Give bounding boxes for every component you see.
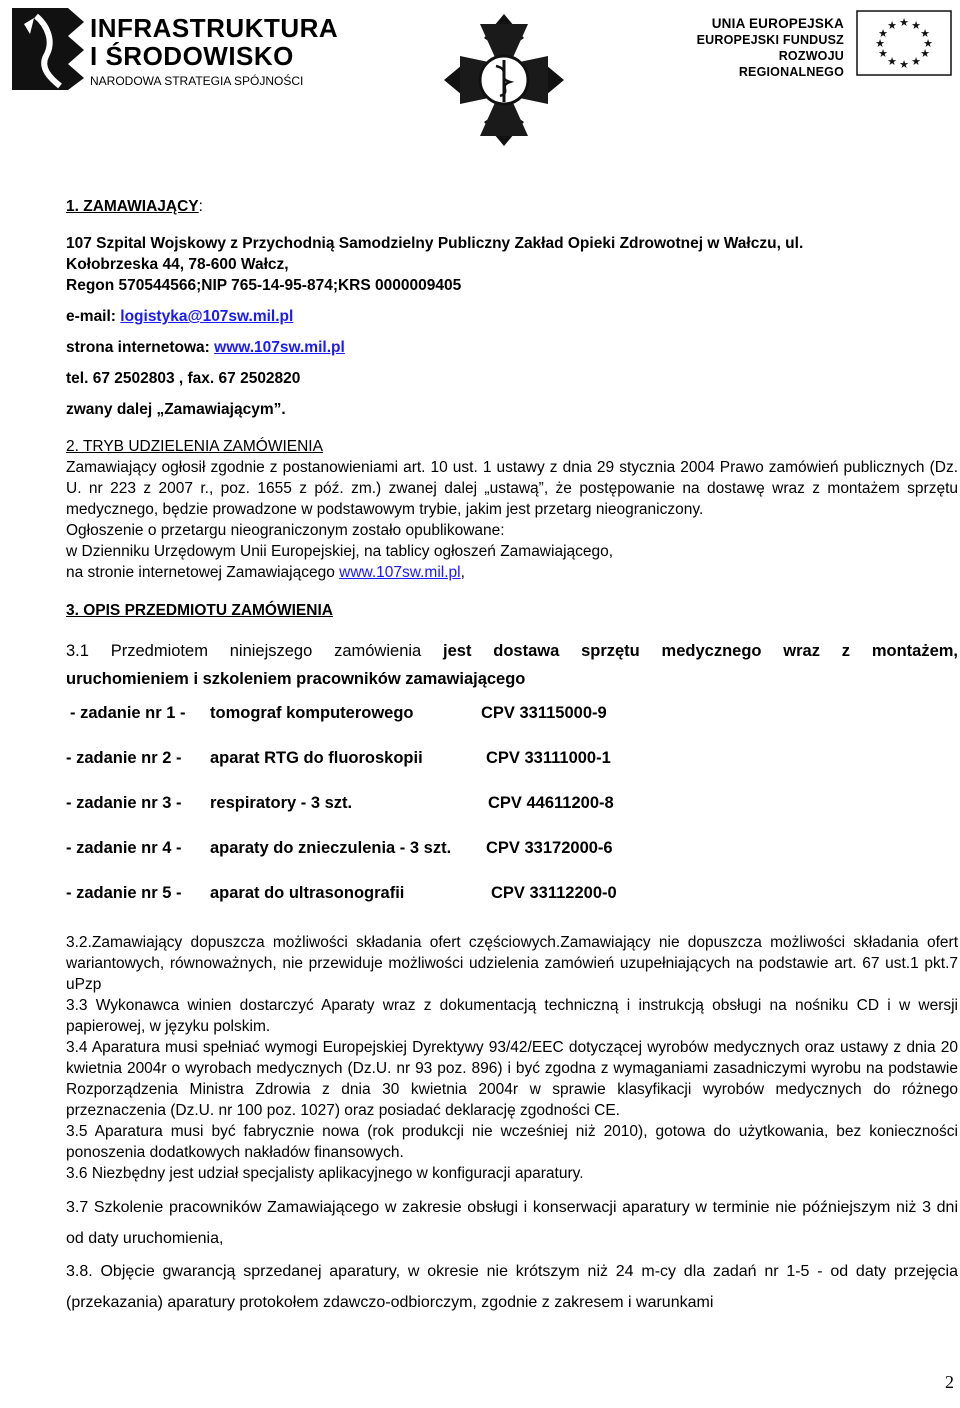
task-1-cpv: CPV 33115000-9 <box>481 704 607 722</box>
document-body <box>66 196 958 1318</box>
svg-text:★: ★ <box>887 55 897 68</box>
section-2-paragraph: Zamawiający ogłosił zgodnie z postanowieniami art. 10 ust. 1 ustawy z dnia 29 stycznia 2004 Prawo zamówień publicznych (Dz. U. nr 223 z 2007 r., poz. 1655 z póź. zm.) zwanej dalej „ustawą”, że postępowanie na dostawę wraz z montażem sprzętu medycznego, będzie prowadzone w podstawowym trybie, jakim jest przetarg nieograniczony. <box>66 459 958 518</box>
section-1-title: 1. ZAMAWIAJĄCY <box>66 198 199 215</box>
task-4-item: aparaty do znieczulenia - 3 szt. <box>210 839 452 857</box>
svg-text:★: ★ <box>911 19 921 32</box>
task-row-4 <box>66 838 958 859</box>
contracting-name-line1: 107 Szpital Wojskowy z Przychodnią Samodzielny Publiczny Zakład Opieki Zdrowotnej w Wałczu, ul. <box>66 235 804 252</box>
announcement-website-link[interactable]: www.107sw.mil.pl <box>339 564 461 581</box>
announcement-comma: , <box>460 564 465 581</box>
strategia-subtitle: NARODOWA STRATEGIA SPÓJNOŚCI <box>90 74 304 88</box>
infrastruktura-title: INFRASTRUKTURA <box>90 13 339 43</box>
svg-text:★: ★ <box>899 58 909 71</box>
svg-text:★: ★ <box>878 27 888 40</box>
announcement-intro: Ogłoszenie o przetargu nieograniczonym zostało opublikowane: <box>66 522 505 539</box>
eu-flag-icon <box>856 10 952 76</box>
announcement-website-text: na stronie internetowej Zamawiającego <box>66 564 340 581</box>
svg-text:★: ★ <box>911 55 921 68</box>
website-line <box>66 337 958 358</box>
svg-text:★: ★ <box>899 16 909 29</box>
subject-intro-text: 3.1 Przedmiotem niniejszego zamówienia <box>66 642 444 660</box>
srodowisko-title: I ŚRODOWISKO <box>90 41 294 71</box>
section-1-heading <box>66 196 958 217</box>
named-as: zwany dalej „Zamawiającym”. <box>66 401 286 418</box>
website-label: strona internetowa: <box>66 339 215 356</box>
task-1-item: tomograf komputerowego <box>210 704 414 722</box>
eu-fund-line: EUROPEJSKI FUNDUSZ <box>696 33 844 47</box>
paragraph-3-5: 3.5 Aparatura musi być fabrycznie nowa (rok produkcji nie wcześniej niż 2010), gotowa do użytkowania, bez konieczności ponoszenia dodatkowych nakładów finansowych. <box>66 1123 958 1161</box>
task-row-2 <box>66 748 958 769</box>
svg-text:★: ★ <box>887 19 897 32</box>
task-5-cpv: CPV 33112200-0 <box>491 884 617 902</box>
svg-text:★: ★ <box>875 37 885 50</box>
subject-intro-line2: uruchomieniem i szkoleniem pracowników zamawiającego <box>66 670 526 688</box>
contracting-address: Kołobrzeska 44, 78-600 Wałcz, <box>66 256 289 273</box>
task-5-label: - zadanie nr 5 - <box>66 884 182 902</box>
task-3-item: respiratory - 3 szt. <box>210 794 353 812</box>
task-row-1 <box>66 703 958 724</box>
paragraph-3-3: 3.3 Wykonawca winien dostarczyć Aparaty wraz z dokumentacją techniczną i instrukcją obsługi na nośniku CD i w wersji papierowej, w języku polskim. <box>66 997 958 1035</box>
svg-text:★: ★ <box>923 37 933 50</box>
email-line <box>66 306 958 327</box>
phone-fax: tel. 67 2502803 , fax. 67 2502820 <box>66 370 301 387</box>
section-1-colon: : <box>198 198 203 215</box>
section-3-heading: 3. OPIS PRZEDMIOTU ZAMÓWIENIA <box>66 602 333 619</box>
svg-text:★: ★ <box>920 47 930 60</box>
paragraph-3-4: 3.4 Aparatura musi spełniać wymogi Europejskiej Dyrektywy 93/42/EEC dotyczącej wyrobów medycznych oraz ustawy z dnia 20 kwietnia 2004r o wyrobach medycznych (Dz.U. nr 93 poz. 896) i być zgodna z wymaganiami zasadniczymi wyrobu na podstawie Rozporządzenia Ministra Zdrowia z dnia 30 kwietnia 2004r w sprawie klasyfikacji wyrobów medycznych do różnego przeznaczenia (Dz.U. nr 100 poz. 1027) oraz posiadać deklarację zgodności CE. <box>66 1039 958 1119</box>
page-number: 2 <box>945 1372 954 1392</box>
paragraph-3-7: 3.7 Szkolenie pracowników Zamawiającego w zakresie obsługi i konserwacji aparatury w terminie nie późniejszym niż 3 dni od daty uruchomienia, <box>66 1199 958 1247</box>
subject-intro-bold: jest dostawa sprzętu medycznego wraz z montażem, <box>443 642 958 660</box>
eu-logo-text <box>688 16 844 80</box>
website-link[interactable]: www.107sw.mil.pl <box>214 339 345 356</box>
task-4-label: - zadanie nr 4 - <box>66 839 182 857</box>
task-2-cpv: CPV 33111000-1 <box>486 749 611 767</box>
task-5-item: aparat do ultrasonografii <box>210 884 405 902</box>
announcement-journal: w Dzienniku Urzędowym Unii Europejskiej, na tablicy ogłoszeń Zamawiającego, <box>66 543 614 560</box>
email-link[interactable]: logistyka@107sw.mil.pl <box>120 308 294 325</box>
contracting-registry: Regon 570544566;NIP 765-14-95-874;KRS 0000009405 <box>66 277 462 294</box>
paragraph-3-8: 3.8. Objęcie gwarancją sprzedanej aparatury, w okresie nie krótszym niż 24 m-cy dla zadań nr 1-5 - od daty przejęcia (przekazania) aparatury protokołem zdawczo-odbiorczym, zgodnie z zakresem i warunkami <box>66 1263 958 1311</box>
task-3-label: - zadanie nr 3 - <box>66 794 182 812</box>
paragraph-3-6: 3.6 Niezbędny jest udział specjalisty aplikacyjnego w konfiguracji aparatury. <box>66 1165 584 1182</box>
subject-intro <box>66 637 958 665</box>
infrastruktura-logo <box>10 6 339 92</box>
email-label: e-mail: <box>66 308 121 325</box>
task-2-label: - zadanie nr 2 - <box>66 749 182 767</box>
maltese-cross-emblem-icon <box>440 4 568 156</box>
svg-text:★: ★ <box>920 27 930 40</box>
section-2-heading: 2. TRYB UDZIELENIA ZAMÓWIENIA <box>66 438 323 455</box>
task-2-item: aparat RTG do fluoroskopii <box>210 749 423 767</box>
task-1-label: - zadanie nr 1 - <box>70 704 186 722</box>
task-list <box>66 703 958 904</box>
task-3-cpv: CPV 44611200-8 <box>488 794 614 812</box>
eu-regional-line: ROZWOJU REGIONALNEGO <box>738 49 844 79</box>
paragraph-3-2: 3.2.Zamawiający dopuszcza możliwości składania ofert częściowych.Zamawiający nie dopuszcza możliwości składania ofert wariantowych, równoważnych, nie przewiduje możliwości udzielenia zamówień uzupełniających na podstawie art. 67 ust.1 pkt.7 uPzp <box>66 934 958 993</box>
task-row-5 <box>66 883 958 904</box>
task-row-3 <box>66 793 958 814</box>
announcement-website <box>66 562 958 583</box>
svg-text:★: ★ <box>878 47 888 60</box>
hospital-emblem <box>440 4 568 156</box>
eu-title: UNIA EUROPEJSKA <box>711 16 844 31</box>
task-4-cpv: CPV 33172000-6 <box>486 839 613 857</box>
